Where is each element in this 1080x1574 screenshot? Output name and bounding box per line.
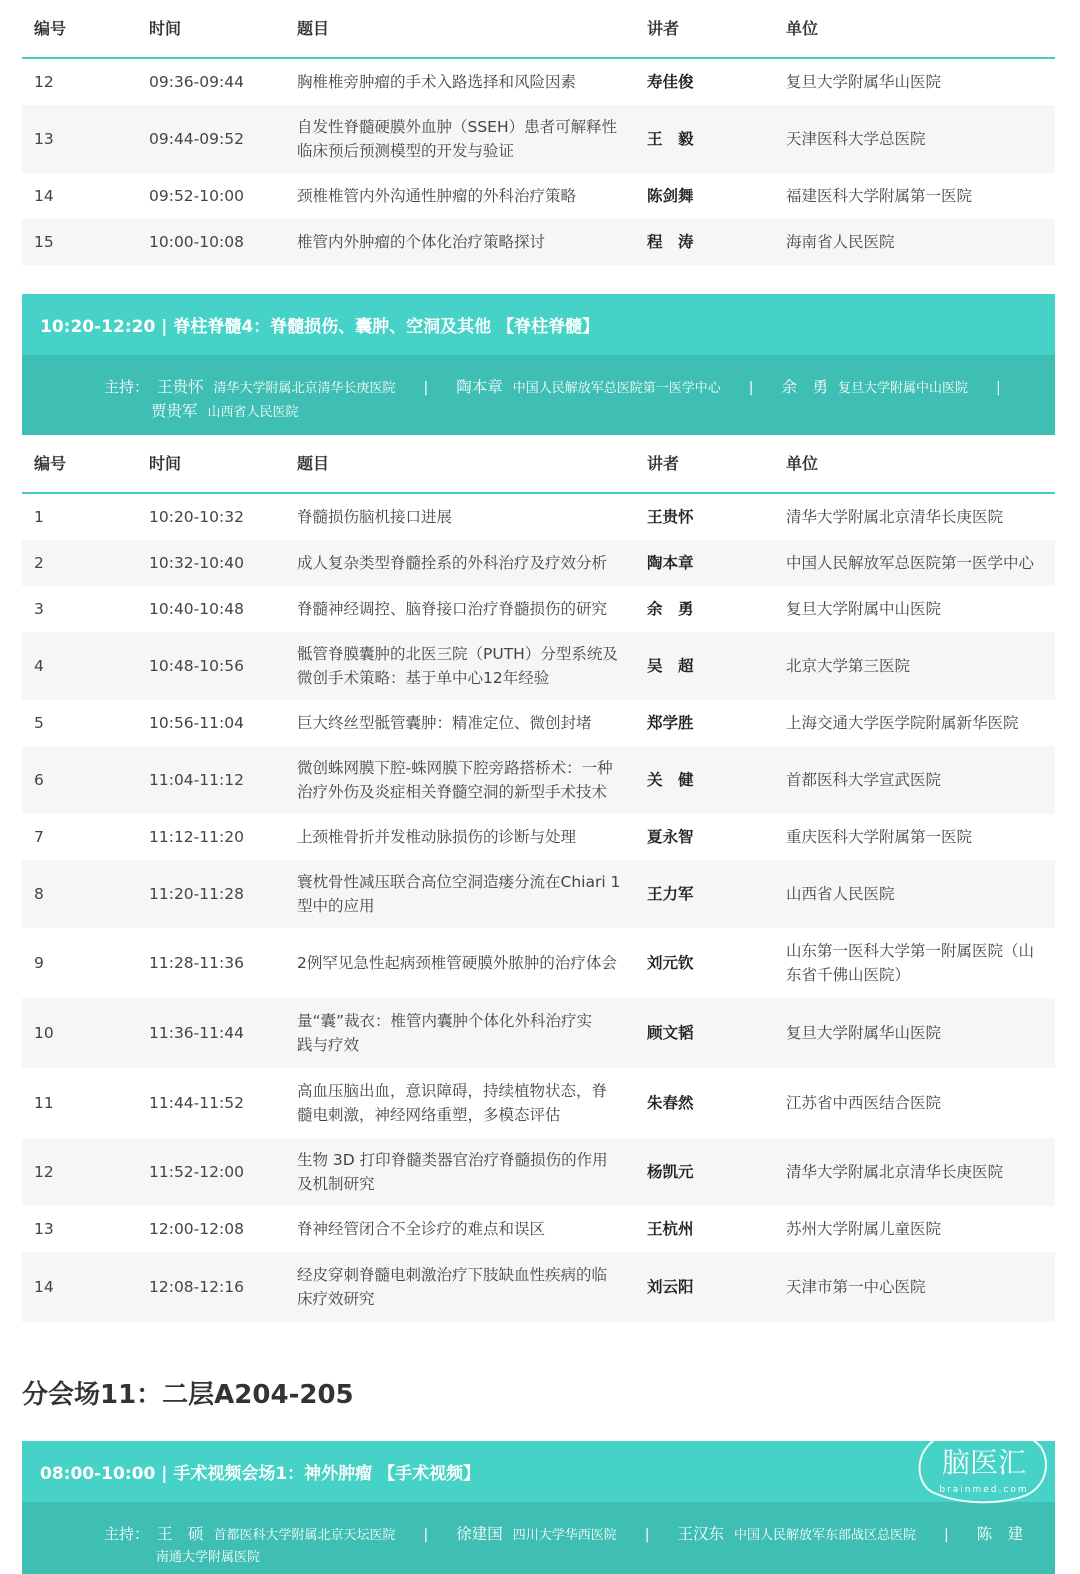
host-label: 主持： bbox=[104, 1525, 150, 1543]
row-num: 12 bbox=[34, 73, 54, 91]
row-unit-line: 天津医科大学总医院 bbox=[786, 130, 926, 148]
col-header-time: 时间 bbox=[149, 453, 182, 473]
subvenue-heading: 分会场11：二层A204-205 bbox=[22, 1380, 354, 1410]
row-unit bbox=[786, 1252, 1048, 1322]
row-time: 10:20-10:32 bbox=[149, 508, 244, 526]
row-unit-line: 天津市第一中心医院 bbox=[786, 1278, 926, 1296]
host-line-2 bbox=[156, 1546, 260, 1565]
row-topic bbox=[297, 998, 632, 1068]
row-topic bbox=[297, 586, 632, 632]
row-unit-line: 上海交通大学医学院附属新华医院 bbox=[786, 714, 1019, 732]
table-row bbox=[22, 632, 1055, 700]
row-time: 10:48-10:56 bbox=[149, 657, 244, 675]
row-topic bbox=[297, 540, 632, 586]
host-band bbox=[22, 1502, 1055, 1574]
host-name: 王贵怀 bbox=[157, 378, 204, 396]
host-separator: | bbox=[996, 380, 1001, 396]
row-num: 13 bbox=[34, 1220, 54, 1238]
col-header-topic: 题目 bbox=[297, 18, 330, 38]
row-topic-line: 经皮穿刺脊髓电刺激治疗下肢缺血性疾病的临 bbox=[297, 1266, 608, 1284]
row-speaker: 刘云阳 bbox=[647, 1278, 694, 1296]
row-speaker: 王 毅 bbox=[647, 130, 694, 148]
row-speaker: 陈剑舞 bbox=[647, 187, 694, 205]
row-unit bbox=[786, 700, 1048, 746]
row-unit bbox=[786, 219, 1048, 265]
host-org: 四川大学华西医院 bbox=[512, 1528, 617, 1543]
host-name: 王 硕 bbox=[157, 1525, 204, 1543]
row-topic-line: 型中的应用 bbox=[297, 897, 375, 915]
row-unit-line: 山西省人民医院 bbox=[786, 885, 895, 903]
row-speaker: 刘元钦 bbox=[647, 954, 694, 972]
table-row bbox=[22, 173, 1055, 219]
table-row bbox=[22, 700, 1055, 746]
row-speaker: 夏永智 bbox=[647, 828, 694, 846]
host-org: 中国人民解放军东部战区总医院 bbox=[734, 1528, 917, 1543]
row-time: 09:36-09:44 bbox=[149, 73, 244, 91]
row-unit-line: 复旦大学附属中山医院 bbox=[786, 600, 942, 618]
row-num: 14 bbox=[34, 1278, 54, 1296]
row-topic bbox=[297, 173, 632, 219]
row-unit-line: 江苏省中西医结合医院 bbox=[786, 1094, 942, 1112]
row-topic bbox=[297, 1252, 632, 1322]
table-row bbox=[22, 1138, 1055, 1206]
row-time: 09:44-09:52 bbox=[149, 130, 244, 148]
row-time: 11:28-11:36 bbox=[149, 954, 244, 972]
row-speaker: 王贵怀 bbox=[647, 508, 694, 526]
host-line-1 bbox=[104, 1522, 1033, 1544]
row-topic bbox=[297, 860, 632, 928]
row-num: 15 bbox=[34, 233, 54, 251]
row-unit-line: 复旦大学附属华山医院 bbox=[786, 73, 942, 91]
col-header-speaker: 讲者 bbox=[647, 18, 680, 38]
row-num: 9 bbox=[34, 954, 44, 972]
row-unit bbox=[786, 586, 1048, 632]
table-row bbox=[22, 998, 1055, 1068]
row-unit bbox=[786, 632, 1048, 700]
row-num: 12 bbox=[34, 1163, 54, 1181]
row-num: 10 bbox=[34, 1024, 54, 1042]
row-topic-line: 颈椎椎管内外沟通性肿瘤的外科治疗策略 bbox=[297, 187, 577, 205]
row-topic bbox=[297, 700, 632, 746]
row-topic bbox=[297, 219, 632, 265]
host-separator: | bbox=[748, 380, 754, 396]
row-speaker: 程 涛 bbox=[647, 233, 694, 251]
host-separator: | bbox=[944, 1527, 949, 1543]
row-topic-line: 脊髓损伤脑机接口进展 bbox=[297, 508, 453, 526]
row-topic-line: 胸椎椎旁肿瘤的手术入路选择和风险因素 bbox=[297, 73, 577, 91]
row-time: 11:12-11:20 bbox=[149, 828, 244, 846]
row-speaker: 顾文韬 bbox=[647, 1024, 694, 1042]
col-header-num: 编号 bbox=[34, 453, 67, 473]
row-topic bbox=[297, 1068, 632, 1138]
table-row bbox=[22, 746, 1055, 814]
row-num: 2 bbox=[34, 554, 44, 572]
row-topic-line: 床疗效研究 bbox=[297, 1290, 375, 1308]
row-time: 10:40-10:48 bbox=[149, 600, 244, 618]
row-unit bbox=[786, 1206, 1048, 1252]
row-speaker: 王力军 bbox=[647, 885, 694, 903]
host-name: 余 勇 bbox=[781, 378, 829, 396]
host-line-1 bbox=[104, 375, 1001, 397]
row-time: 11:04-11:12 bbox=[149, 771, 244, 789]
row-unit bbox=[786, 59, 1048, 105]
host-org: 首都医科大学附属北京天坛医院 bbox=[213, 1528, 396, 1543]
row-topic bbox=[297, 494, 632, 540]
host-org: 复旦大学附属中山医院 bbox=[838, 381, 969, 396]
row-speaker: 余 勇 bbox=[647, 600, 694, 618]
row-time: 11:20-11:28 bbox=[149, 885, 244, 903]
row-num: 14 bbox=[34, 187, 54, 205]
row-num: 7 bbox=[34, 828, 44, 846]
row-time: 12:08-12:16 bbox=[149, 1278, 244, 1296]
host-org: 中国人民解放军总医院第一医学中心 bbox=[512, 381, 721, 396]
row-topic bbox=[297, 928, 632, 998]
row-unit-line: 清华大学附属北京清华长庚医院 bbox=[786, 1163, 1004, 1181]
col-header-time: 时间 bbox=[149, 18, 182, 38]
brainmed-watermark-logo bbox=[912, 1422, 1052, 1522]
host-band bbox=[22, 355, 1055, 435]
row-topic-line: 量“囊”裁衣：椎管内囊肿个体化外科治疗实 bbox=[297, 1012, 593, 1030]
row-num: 4 bbox=[34, 657, 44, 675]
row-unit bbox=[786, 928, 1048, 998]
row-topic-line: 践与疗效 bbox=[297, 1036, 360, 1054]
table-row bbox=[22, 928, 1055, 998]
row-topic bbox=[297, 59, 632, 105]
row-unit-line: 海南省人民医院 bbox=[786, 233, 895, 251]
table-row bbox=[22, 59, 1055, 105]
col-header-unit: 单位 bbox=[786, 18, 819, 38]
row-topic-line: 生物 3D 打印脊髓类器官治疗脊髓损伤的作用 bbox=[297, 1151, 608, 1169]
row-num: 8 bbox=[34, 885, 44, 903]
col-header-topic: 题目 bbox=[297, 453, 330, 473]
row-time: 11:44-11:52 bbox=[149, 1094, 244, 1112]
row-speaker: 郑学胜 bbox=[647, 714, 694, 732]
row-unit bbox=[786, 746, 1048, 814]
col-header-speaker: 讲者 bbox=[647, 453, 680, 473]
host-name: 徐建国 bbox=[456, 1525, 503, 1543]
row-unit-line: 首都医科大学宣武医院 bbox=[786, 771, 942, 789]
table-row bbox=[22, 814, 1055, 860]
host-name: 贾贵军 bbox=[151, 402, 198, 420]
session-title: 10:20-12:20 | 脊柱脊髓4：脊髓损伤、囊肿、空洞及其他 【脊柱脊髓】 bbox=[40, 317, 600, 337]
row-topic-line: 寰枕骨性减压联合高位空洞造瘘分流在Chiari 1 bbox=[297, 873, 621, 891]
row-unit-line: 北京大学第三医院 bbox=[786, 657, 911, 675]
session-title-bar bbox=[22, 1441, 1055, 1502]
row-topic bbox=[297, 814, 632, 860]
row-topic-line: 微创手术策略：基于单中心12年经验 bbox=[297, 669, 550, 687]
row-unit bbox=[786, 105, 1048, 173]
row-unit-line: 苏州大学附属儿童医院 bbox=[786, 1220, 942, 1238]
table-row bbox=[22, 1068, 1055, 1138]
row-topic-line: 微创蛛网膜下腔-蛛网膜下腔旁路搭桥术：一种 bbox=[297, 759, 613, 777]
host-label: 主持： bbox=[104, 378, 150, 396]
row-unit bbox=[786, 998, 1048, 1068]
row-unit bbox=[786, 860, 1048, 928]
table-header bbox=[22, 0, 1055, 57]
row-num: 6 bbox=[34, 771, 44, 789]
row-unit-line: 中国人民解放军总医院第一医学中心 bbox=[786, 554, 1035, 572]
host-name: 王汉东 bbox=[677, 1525, 725, 1543]
row-topic-line: 脊髓神经调控、脑脊接口治疗脊髓损伤的研究 bbox=[297, 600, 608, 618]
row-unit-line: 福建医科大学附属第一医院 bbox=[786, 187, 973, 205]
row-time: 10:32-10:40 bbox=[149, 554, 244, 572]
row-num: 1 bbox=[34, 508, 44, 526]
row-time: 11:52-12:00 bbox=[149, 1163, 244, 1181]
row-topic-line: 2例罕见急性起病颈椎管硬膜外脓肿的治疗体会 bbox=[297, 954, 617, 972]
watermark-sub: brainmed.com bbox=[939, 1485, 1029, 1495]
row-topic-line: 成人复杂类型脊髓拴系的外科治疗及疗效分析 bbox=[297, 554, 608, 572]
row-speaker: 吴 超 bbox=[647, 657, 694, 675]
row-num: 11 bbox=[34, 1094, 54, 1112]
table-row bbox=[22, 494, 1055, 540]
row-num: 3 bbox=[34, 600, 44, 618]
row-topic-line: 髓电刺激，神经网络重塑，多模态评估 bbox=[297, 1106, 561, 1124]
host-separator: | bbox=[423, 1527, 429, 1543]
row-speaker: 陶本章 bbox=[647, 554, 694, 572]
row-speaker: 王杭州 bbox=[647, 1220, 694, 1238]
col-header-unit: 单位 bbox=[786, 453, 819, 473]
row-unit bbox=[786, 173, 1048, 219]
host-org: 南通大学附属医院 bbox=[156, 1550, 261, 1565]
row-topic bbox=[297, 1206, 632, 1252]
row-unit bbox=[786, 814, 1048, 860]
table-row bbox=[22, 219, 1055, 265]
row-topic-line: 临床预后预测模型的开发与验证 bbox=[297, 142, 515, 160]
host-org: 山西省人民医院 bbox=[207, 405, 299, 420]
row-topic bbox=[297, 746, 632, 814]
row-unit-line: 复旦大学附属华山医院 bbox=[786, 1024, 942, 1042]
row-num: 5 bbox=[34, 714, 44, 732]
host-line-2 bbox=[151, 399, 299, 421]
row-speaker: 朱春然 bbox=[647, 1094, 694, 1112]
col-header-num: 编号 bbox=[34, 18, 67, 38]
host-name: 陈 建 bbox=[976, 1525, 1024, 1543]
row-speaker: 关 健 bbox=[647, 771, 694, 789]
table-row bbox=[22, 105, 1055, 173]
row-speaker: 杨凯元 bbox=[647, 1163, 694, 1181]
host-org: 清华大学附属北京清华长庚医院 bbox=[213, 381, 396, 396]
row-unit-line: 清华大学附属北京清华长庚医院 bbox=[786, 508, 1004, 526]
row-unit-line: 东省千佛山医院） bbox=[786, 966, 911, 984]
table-header bbox=[22, 435, 1055, 492]
row-unit-line: 重庆医科大学附属第一医院 bbox=[786, 828, 973, 846]
row-topic-line: 骶管脊膜囊肿的北医三院（PUTH）分型系统及 bbox=[297, 645, 618, 663]
row-time: 09:52-10:00 bbox=[149, 187, 244, 205]
row-topic bbox=[297, 105, 632, 173]
row-topic-line: 椎管内外肿瘤的个体化治疗策略探讨 bbox=[297, 233, 546, 251]
row-unit bbox=[786, 1138, 1048, 1206]
row-time: 11:36-11:44 bbox=[149, 1024, 244, 1042]
row-unit bbox=[786, 494, 1048, 540]
row-unit-line: 山东第一医科大学第一附属医院（山 bbox=[786, 942, 1035, 960]
row-topic-line: 治疗外伤及炎症相关脊髓空洞的新型手术技术 bbox=[297, 783, 608, 801]
session-title: 08:00-10:00 | 手术视频会场1：神外肿瘤 【手术视频】 bbox=[40, 1464, 481, 1484]
table-row bbox=[22, 540, 1055, 586]
table-row bbox=[22, 586, 1055, 632]
row-time: 10:56-11:04 bbox=[149, 714, 244, 732]
row-topic-line: 及机制研究 bbox=[297, 1175, 375, 1193]
watermark-text: 脑医汇 bbox=[941, 1446, 1027, 1479]
host-separator: | bbox=[644, 1527, 650, 1543]
row-speaker: 寿佳俊 bbox=[647, 73, 694, 91]
table-row bbox=[22, 1252, 1055, 1322]
row-unit bbox=[786, 540, 1048, 586]
row-topic-line: 巨大终丝型骶管囊肿：精准定位、微创封堵 bbox=[297, 714, 592, 732]
row-topic-line: 高血压脑出血，意识障碍，持续植物状态，脊 bbox=[297, 1082, 608, 1100]
host-separator: | bbox=[423, 380, 429, 396]
row-time: 10:00-10:08 bbox=[149, 233, 244, 251]
row-num: 13 bbox=[34, 130, 54, 148]
row-topic bbox=[297, 632, 632, 700]
row-time: 12:00-12:08 bbox=[149, 1220, 244, 1238]
row-topic-line: 自发性脊髓硬膜外血肿（SSEH）患者可解释性 bbox=[297, 118, 618, 136]
table-row bbox=[22, 1206, 1055, 1252]
host-name: 陶本章 bbox=[456, 378, 503, 396]
row-unit bbox=[786, 1068, 1048, 1138]
row-topic-line: 上颈椎骨折并发椎动脉损伤的诊断与处理 bbox=[297, 828, 577, 846]
table-row bbox=[22, 860, 1055, 928]
row-topic bbox=[297, 1138, 632, 1206]
session-title-bar bbox=[22, 294, 1055, 355]
row-topic-line: 脊神经管闭合不全诊疗的难点和误区 bbox=[297, 1220, 546, 1238]
